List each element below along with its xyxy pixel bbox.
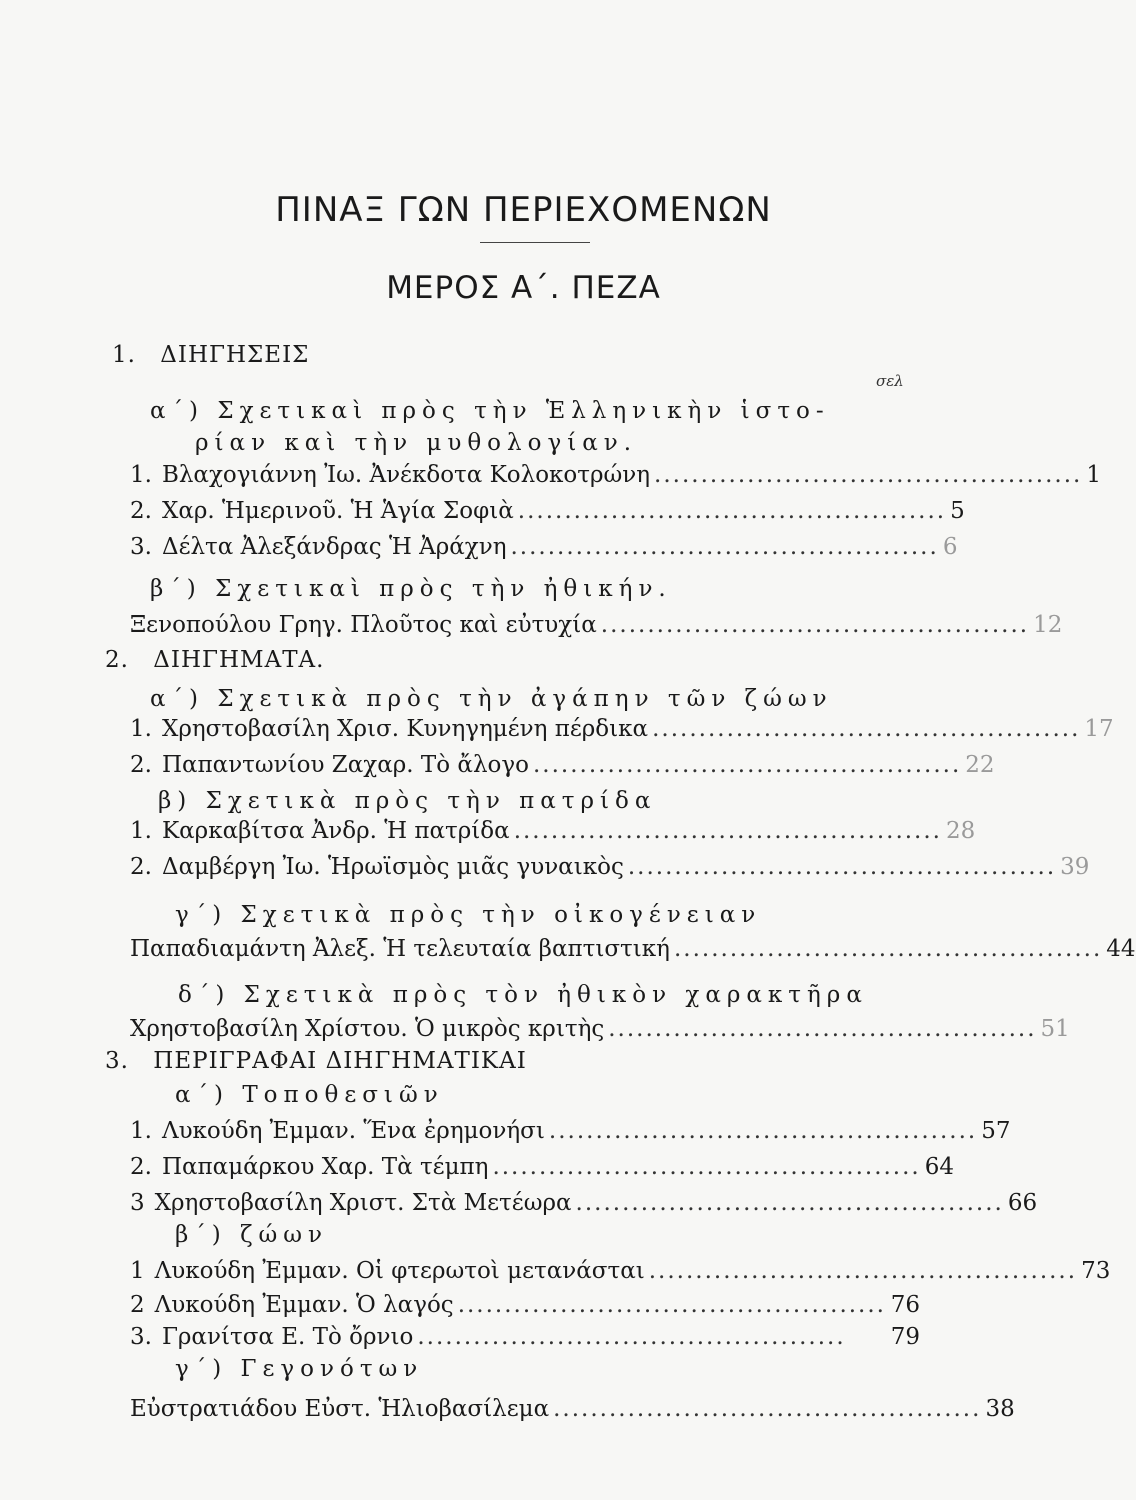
part-heading: ΜΕΡΟΣ Α΄. ΠΕΖΑ xyxy=(386,270,661,306)
entry-page: 38 xyxy=(985,1396,1015,1422)
dot-leader: .............................................. xyxy=(673,936,1103,962)
toc-entry xyxy=(130,532,958,562)
entry-text: Δαμβέργη Ἰω. Ἡρωϊσμὸς μιᾶς γυναικὸς xyxy=(161,854,624,880)
entry-text: Λυκούδη Ἐμμαν. Οἱ φτερωτοὶ μετανάσται xyxy=(154,1258,645,1284)
entry-text: Γρανίτσα Ε. Τὸ ὄρνιο xyxy=(161,1324,414,1350)
dot-leader: .............................................. xyxy=(548,1118,978,1144)
entry-text: Παπαμάρκου Χαρ. Τὰ τέμπη xyxy=(161,1154,489,1180)
section-2-heading xyxy=(105,645,324,675)
toc-entry xyxy=(130,1188,1038,1218)
toc-entry xyxy=(130,1322,920,1352)
dot-leader: .............................................. xyxy=(513,818,942,844)
subsection-2a: α΄) Σχετικὰ πρὸς τὴν ἀγάπην τῶν ζώων xyxy=(150,686,833,712)
entry-page: 76 xyxy=(890,1292,920,1318)
section-number: 1. xyxy=(112,342,136,368)
entry-page: 79 xyxy=(890,1324,920,1350)
dot-leader: .............................................. xyxy=(654,462,1083,488)
section-label: ΔΙΗΓΗΜΑΤΑ. xyxy=(153,647,325,673)
entry-text: Λυκούδη Ἐμμαν. Ἕνα ἐρημονήσι xyxy=(161,1118,545,1144)
dot-leader: .............................................. xyxy=(627,854,1057,880)
dot-leader: .............................................. xyxy=(600,612,1030,638)
toc-entry xyxy=(130,852,1090,882)
entry-number: 1. xyxy=(130,462,152,488)
page-title: ΠΙΝΑΞ ΓΩΝ ΠΕΡΙΕΧΟΜΕΝΩΝ xyxy=(275,190,772,230)
entry-number: 2. xyxy=(130,854,152,880)
entry-text: Λυκούδη Ἐμμαν. Ὁ λαγός xyxy=(154,1292,454,1318)
toc-entry xyxy=(130,1290,920,1320)
entry-page: 66 xyxy=(1007,1190,1038,1216)
entry-page: 64 xyxy=(924,1154,955,1180)
toc-entry xyxy=(130,714,1114,744)
section-number: 3. xyxy=(105,1048,129,1074)
entry-page: 22 xyxy=(965,752,995,778)
entry-text: Δέλτα Ἀλεξάνδρας Ἡ Ἀράχνη xyxy=(161,534,507,560)
entry-text: Καρκαβίτσα Ἀνδρ. Ἡ πατρίδα xyxy=(161,818,510,844)
entry-number: 1. xyxy=(130,716,152,742)
entry-number: 2 xyxy=(130,1292,145,1318)
dot-leader: .............................................. xyxy=(517,498,947,524)
subsection-3b: β΄) ζώων xyxy=(175,1222,329,1248)
entry-number: 3. xyxy=(130,1324,152,1350)
dot-leader: .............................................. xyxy=(608,1016,1037,1042)
entry-text: Χαρ. Ἡμερινοῦ. Ἡ Ἁγία Σοφιὰ xyxy=(161,498,514,524)
subsection-3a: α΄) Τοποθεσιῶν xyxy=(175,1082,444,1108)
section-3-heading xyxy=(105,1046,527,1076)
entry-number: 3 xyxy=(130,1190,145,1216)
entry-number: 2. xyxy=(130,752,152,778)
entry-text: Χρηστοβασίλη Χρίστου. Ὁ μικρὸς κριτὴς xyxy=(130,1016,605,1042)
toc-entry xyxy=(130,1394,1015,1424)
toc-entry xyxy=(130,496,965,526)
entry-page: 39 xyxy=(1060,854,1090,880)
entry-text: Βλαχογιάννη Ἰω. Ἀνέκδοτα Κολοκοτρώνη xyxy=(161,462,651,488)
toc-entry xyxy=(130,460,1101,490)
subsection-3c: γ΄) Γεγονότων xyxy=(175,1356,424,1382)
entry-page: 17 xyxy=(1084,716,1114,742)
entry-number: 2. xyxy=(130,498,152,524)
toc-entry xyxy=(130,610,1063,640)
section-number: 2. xyxy=(105,647,129,673)
entry-number: 1. xyxy=(130,1118,152,1144)
entry-text: Χρηστοβασίλη Χριστ. Στὰ Μετέωρα xyxy=(154,1190,572,1216)
section-label: ΠΕΡΙΓΡΑΦΑΙ ΔΙΗΓΗΜΑΤΙΚΑΙ xyxy=(153,1048,527,1074)
toc-entry xyxy=(130,1014,1070,1044)
entry-number: 1. xyxy=(130,818,152,844)
subsection-2c: γ΄) Σχετικὰ πρὸς τὴν οἰκογένειαν xyxy=(175,902,762,928)
dot-leader: .............................................. xyxy=(532,752,962,778)
subsection-2d: δ΄) Σχετικὰ πρὸς τὸν ἠθικὸν χαρακτῆρα xyxy=(178,982,868,1008)
toc-entry xyxy=(130,1256,1111,1286)
entry-text: Ξενοπούλου Γρηγ. Πλοῦτος καὶ εὐτυχία xyxy=(130,612,597,638)
entry-text: Χρηστοβασίλη Χρισ. Κυνηγημένη πέρδικα xyxy=(161,716,649,742)
section-1-heading xyxy=(112,340,309,370)
entry-number: 2. xyxy=(130,1154,152,1180)
dot-leader: .............................................. xyxy=(575,1190,1004,1216)
toc-entry xyxy=(130,934,1136,964)
dot-leader: .............................................. xyxy=(492,1154,921,1180)
dot-leader: .............................................. xyxy=(553,1396,982,1422)
subsection-1a-line1: α΄) Σχετικαὶ πρὸς τὴν Ἑλληνικὴν ἱστο- xyxy=(150,398,830,424)
entry-page: 6 xyxy=(942,534,958,560)
title-rule xyxy=(480,242,590,243)
dot-leader: .............................................. xyxy=(457,1292,886,1318)
entry-page: 12 xyxy=(1033,612,1063,638)
entry-text: Εὐστρατιάδου Εὐστ. Ἡλιοβασίλεμα xyxy=(130,1396,550,1422)
subsection-2b: β) Σχετικὰ πρὸς τὴν πατρίδα xyxy=(158,788,657,814)
entry-page: 51 xyxy=(1040,1016,1070,1042)
entry-page: 5 xyxy=(950,498,965,524)
dot-leader: .............................................. xyxy=(417,1324,846,1350)
page-column-heading: σελ xyxy=(876,372,904,390)
dot-leader: .............................................. xyxy=(648,1258,1078,1284)
toc-entry xyxy=(130,750,995,780)
subsection-1b: β΄) Σχετικαὶ πρὸς τὴν ἠθικήν. xyxy=(150,576,672,602)
toc-entry xyxy=(130,1152,955,1182)
entry-page: 57 xyxy=(981,1118,1011,1144)
dot-leader: .............................................. xyxy=(652,716,1081,742)
entry-text: Παπαδιαμάντη Ἀλεξ. Ἡ τελευταία βαπτιστική xyxy=(130,936,670,962)
entry-text: Παπαντωνίου Ζαχαρ. Τὸ ἄλογο xyxy=(161,752,529,778)
toc-entry xyxy=(130,1116,1011,1146)
entry-page: 44 xyxy=(1106,936,1136,962)
subsection-1a-line2: ρίαν καὶ τὴν μυθολογίαν. xyxy=(195,430,638,456)
toc-entry xyxy=(130,816,976,846)
entry-number: 3. xyxy=(130,534,152,560)
entry-page: 28 xyxy=(946,818,976,844)
entry-page: 73 xyxy=(1081,1258,1111,1284)
dot-leader: .............................................. xyxy=(510,534,939,560)
section-label: ΔΙΗΓΗΣΕΙΣ xyxy=(160,342,310,368)
entry-page: 1 xyxy=(1086,462,1101,488)
entry-number: 1 xyxy=(130,1258,145,1284)
